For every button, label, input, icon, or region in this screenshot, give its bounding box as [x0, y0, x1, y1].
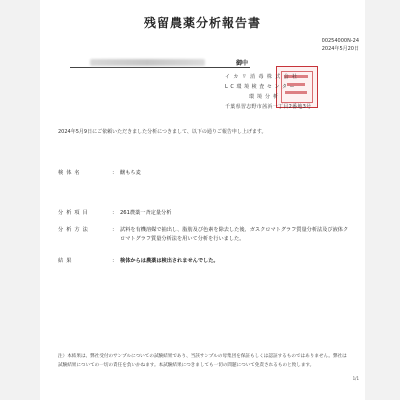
result-label: 結果: [58, 258, 75, 264]
issuer-company: イカリ消毒株式会社: [225, 74, 301, 80]
issuer-department: 環境分析: [249, 94, 282, 100]
result-value: 検体からは農薬は検出されませんでした。: [120, 258, 219, 264]
report-title: 残留農薬分析報告書: [143, 16, 261, 30]
analysis-method-label: 分析方法: [58, 227, 91, 233]
addressee-honorific: 御中: [235, 60, 248, 67]
issuer-center: LC環境検査センター: [225, 84, 298, 90]
analysis-item-value: 261農薬一斉定量分析: [120, 210, 172, 216]
analysis-item-label: 分析項目: [58, 210, 91, 216]
report-date: 2024年5月20日: [321, 46, 359, 52]
disclaimer-note: 注）本結果は、弊社受付のサンプルについての試験結果であり、当該サンプルの母集団を保証もしくは認証するものではありません。弊社は試験結果についての一切の責任を負いかねます。本試験結果につきましても一切の問題について免責されるものと致します。: [58, 354, 347, 368]
addressee-line: [70, 58, 250, 68]
sample-name-label: 検体名: [58, 170, 83, 176]
issuer-block: [225, 73, 361, 113]
redacted-addressee: [90, 59, 205, 66]
intro-text: 2024年5月9日にご依頼いただきました分析につきまして、以下の通りご報告申し上げます。: [58, 129, 267, 135]
issuer-address: 千葉県習志野市茜浜一丁目2番地3号: [225, 104, 312, 110]
report-sheet: 残留農薬分析報告書 00254000N-24 2024年5月20日 御中 イカリ消毒株式会社 LC環境検査センター 環境分析 千葉県習志野市茜浜一丁目2番地3号 2024年5月9日にご依頼いただきました分析につきまして、以下の通りご報告申し上げます。 検体名 ： 醸もち麦 分析項目 ： 261農薬一斉定量分析 分析方法 ： 試料を有機溶媒で抽出し、脂肪及び色素を除去した後、ガスクロマトグラフ質量分析法及び液体クロマトグラフ質量分析法を用いて分析を行いました。 結果 ： 検体からは農薬は検出されませんでした。 注）本結果は、弊社受付のサンプルについての試験結果であり、当該サンプルの母集団を保証もしくは認証するものではありません。弊社は試験結果についての一切の責任を負いかねます。本試験結果につきましても一切の問題について免責されるものと致します。 1/1: [40, 0, 365, 400]
analysis-method-value: 試料を有機溶媒で抽出し、脂肪及び色素を除去した後、ガスクロマトグラフ質量分析法及び液体クロマトグラフ質量分析法を用いて分析を行いました。: [120, 227, 349, 242]
document-number: 00254000N-24: [321, 38, 359, 44]
page-number: 1/1: [352, 376, 359, 381]
sample-name-value: 醸もち麦: [120, 170, 141, 176]
